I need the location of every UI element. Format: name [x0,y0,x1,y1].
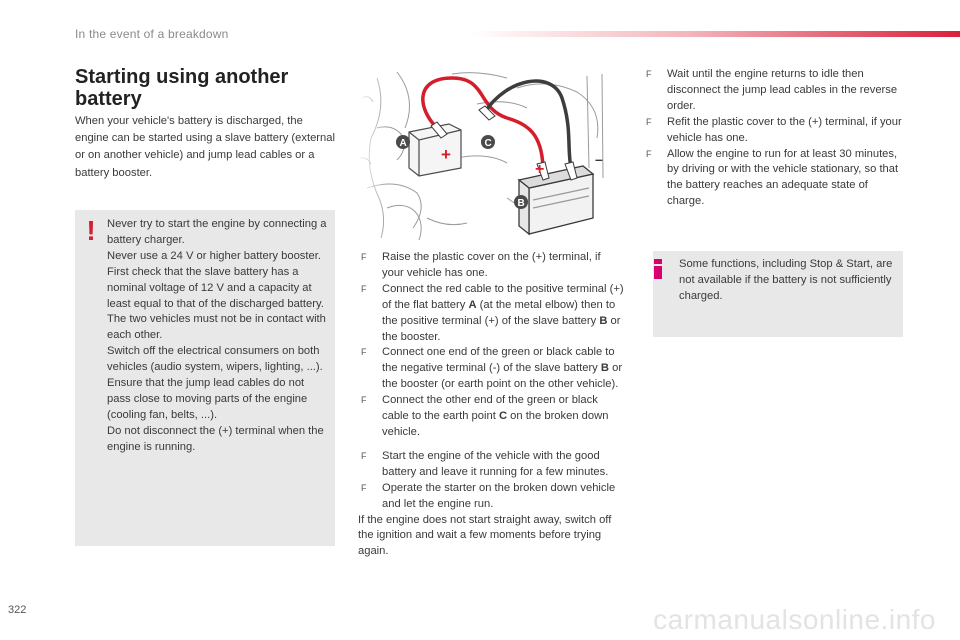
warning-line: The two vehicles must not be in contact with each other. [107,313,326,342]
step-item: F Refit the plastic cover to the (+) terminal, if your vehicle has one. [646,115,902,144]
after-start-steps [643,67,903,210]
warning-line: Ensure that the jump lead cables do not pass close to moving parts of the engine (cooling fan, belts, ...). [107,377,308,421]
step-item: F Wait until the engine returns to idle then disconnect the jump lead cables in the reverse order. [646,68,898,112]
info-icon [653,259,663,279]
step-item: F Raise the plastic cover on the (+) terminal, if your vehicle has one. [361,251,601,279]
step-bullet: F [646,116,652,127]
warning-line: First check that the slave battery has a nominal voltage of 12 V and a capacity at least equal to that of the discharged battery. [107,265,324,310]
info-text: Some functions, including Stop & Start, are not available if the battery is not sufficiently charged. [679,258,893,302]
intro-paragraph: When your vehicle's battery is discharged, the engine can be started using a slave battery (external or on another vehicle) and jump lead cables or a battery booster. [75,115,335,179]
header-gradient-bar [470,31,960,37]
step-bullet: F [361,252,367,262]
step-bullet: F [361,395,367,406]
retry-note: If the engine does not start straight away, switch off the ignition and wait a few moments before trying again. [358,513,612,558]
step-bullet: F [646,69,652,79]
step-bullet: F [361,482,367,493]
step-bullet: F [646,148,652,159]
jump-start-diagram [357,68,611,244]
step-bullet: F [361,347,367,358]
page-title: Starting using another battery [75,66,289,110]
step-item: F Connect one end of the green or black cable to the negative terminal (-) of the slave battery B or the booster (or earth point on the other vehicle). [361,346,623,391]
warning-text [107,217,329,456]
warning-line: Do not disconnect the (+) terminal when the engine is running. [107,424,324,453]
step-bullet: F [361,283,367,294]
step-item: F Allow the engine to run for at least 30 minutes, by driving or with the vehicle stationary, so that the battery reaches an adequate state of charge. [646,147,899,208]
step-item: F Connect the red cable to the positive terminal (+) of the flat battery A (at the metal elbow) then to the positive terminal (+) of the slave battery B or the booster. [361,282,624,343]
section-header: In the event of a breakdown [75,27,229,41]
step-item: F Connect the other end of the green or black cable to the earth point C on the broken down vehicle. [361,394,609,438]
watermark: carmanualsonline.info [653,604,936,635]
warning-line: Never use a 24 V or higher battery booster. [107,249,321,262]
step-item: F Start the engine of the vehicle with the good battery and leave it running for a few minutes. [361,449,609,478]
page-number: 322 [8,604,27,616]
step-bullet: F [361,450,367,461]
step-item: F Operate the starter on the broken down vehicle and let the engine run. [361,481,616,510]
procedure-steps [358,250,624,560]
warning-line: Never try to start the engine by connecting a battery charger. [107,218,327,246]
exclamation-icon: ! [86,215,96,246]
warning-line: Switch off the electrical consumers on both vehicles (audio system, wipers, lighting, ...). [107,345,323,374]
